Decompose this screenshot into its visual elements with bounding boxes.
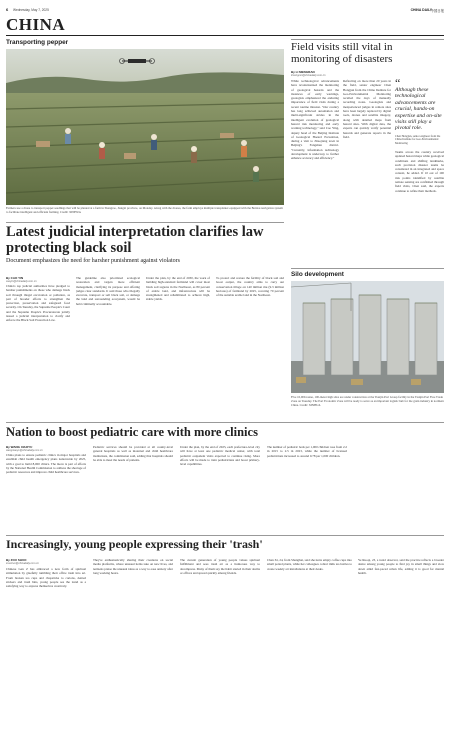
judicial-deck: Document emphasizes the need for harsher punishment against violators [6,258,180,264]
pediatric-body-col-2: Pediatric services should be provided at all county-level general hospitals as well as maternal and child healthcare institutions, the commission said, adding that hospitals should be able to meet the needs of patients. [93,445,173,462]
pediatric-top-rule [6,422,444,423]
tea-body-col-3: The current generation of young people values spiritual fulfillment and sees trash art as a humorous way to decompress. Many of them say the habit started in their dorms or offices and spread quickly among friends. [180,558,260,575]
tea-body-col-1: Chinese Gen Z has embraced a new form of spiritual stimulation by gleefully tumbling their office trash into art. From broken tea cups and chopsticks to cartons, dented stickers and trash bins, young people see the trend as a satisfying way to express themselves creatively. [6,567,86,589]
judicial-byline-email: caoyin@chinadaily.com.cn [6,280,37,283]
pediatric-byline [6,445,86,452]
silo-photo [291,281,444,393]
pediatric-body-col-4: The number of pediatric beds per 1,000 children rose from 2.2 in 2015 to 2.5 in 2023, while the number of licensed pediatricians increased to around 0.78 per 1,000 children. [267,445,347,458]
judicial-body-col-3: Under the plan, by the end of 2030, the work of building high-standard farmland will cover most black soil regions in the Northeast, as 80 percent of arable land, and infrastructure will be strengthened and rehabilitated to achieve high, stable yields. [146,276,210,302]
page-header [6,6,444,14]
judicial-body-col-1: China's top judicial authorities have pledged to harsher punishments on those who damage black soil through illegal excavation or pollution, as part of broader efforts to strengthen the protection, preservation and safeguard food security. On Tuesday, the Supreme People's Court and the Supreme People's Procuratorate jointly issued a judicial interpretation to clarify and enforce the Black Soil Protection Law. [6,284,70,323]
pediatric-byline-email: wangxiaoyu@chinadaily.com.cn [6,449,43,452]
silo-title: Silo development [291,271,344,278]
tea-body-col-4: Chen Xi, 24, from Shanghai, said she turns empty coffee cups into small potted plants, while her colleagues collect milk tea bottles to create weekly art installations at their desks. [267,558,352,571]
field-quote-text: Although these technological advancements are crucial, hands-on expertise and on-site visits still play a pivotal role. [395,87,442,132]
field-body-col-1: While technological advancements have revolutionized the monitoring of geological hazards and the instances of early warnings, geologists emphasized the enduring importance of field visits during a recent routine mission. "Our country has long achieved automation and multi-significant strides in the intelligent evolution of geological hazard risk monitoring and early warning technology," said Cao Ying, deputy head of the Beijing Institute of Geological Hazard Prevention, during a visit to Zhaojiang town in Beijing's Fangshan district. "Currently, information technology development is underway to further enhance accuracy and efficiency." [291,79,339,161]
silo-caption: Five 10,000-tonne, 100-meter high silos are under construction at the Tianjin Port Group facility in the Tianjin Port Free Trade Zone on Tuesday. The Port Economic Zone will be ready to serve as an important logistic hub for the grain industry in northern China. Credit: XINHUA [291,395,444,407]
drone-photo-caption: Farmers use a drone to transport pepper seedlings that will be planted at a farm in Shangrao, Jiangxi province, on Monday. Along with the drones, the farm employs multiple transplanter equipped with the Beidou navigation system to facilitate intelligent and efficient farming. Credit: XINHUA [6,206,283,214]
tea-headline: Increasingly, young people expressing their 'trash' [6,537,263,551]
tea-body-col-2: They're enthusiastically sharing their creations on social media platforms, where unusual items take on new lives, and netizens praise the unusual ideas as a way to ease anxiety after long working hours. [93,558,173,575]
field-byline [291,70,444,77]
page-date: Wednesday, May 7, 2025 [13,8,49,12]
section-title: CHINA [6,15,66,34]
field-byline-email: limengran@chinadaily.com.cn [291,74,326,77]
transport-kicker: Transporting pepper [6,39,69,46]
judicial-body-col-4: To protect and restore the fertility of black soil and boost output, the country aims to carry out conservation tillage on 140 million mu (9.3 million hectares) of farmland by 2025, covering 70 percent of the suitable arable land in the Northeast. [216,276,284,298]
drone-field-photo [6,49,284,205]
pediatric-headline: Nation to boost pediatric care with more clinics [6,425,258,439]
field-pull-quote [395,76,444,146]
pediatric-byline-name: By WANG XIAOYU [6,445,33,449]
paper-name-cn: 中国日报 [430,8,444,13]
quote-mark-icon: “ [395,76,401,90]
pediatric-body-col-3: Under the plan, by the end of 2025, each prefecture-level city will have at least one pediatric medical center, with total pediatric outpatient visits expected to continue rising. More efforts will be made to train pediatricians and boost primary-level capabilities. [180,445,260,467]
judicial-byline [6,276,66,283]
section-rule [6,35,444,36]
silo-top-rule [291,268,444,269]
judicial-headline: Latest judicial interpretation clarifies law protecting black soil [6,224,264,256]
judicial-body-col-2: The guideline also prioritized ecological restoration and targets more efficient management, clarifying its purpose and offering judges clear standards. It said those who illegally excavate, transport or sell black soil, or damage the land and surrounding ecosystem, would be held criminally accountable. [76,276,140,306]
tea-top-rule [6,535,444,536]
tea-body-col-5: Ye Ruoqi, 23, a trend observer, said the practice reflects a broader desire among young people to find joy in small things and slow down amid fast-paced urban life, adding it is good for mental health. [358,558,444,575]
tea-byline-email: zoushuo@chinadaily.com.cn [6,562,39,565]
field-top-rule [291,39,444,40]
judicial-byline-name: By CAO YIN [6,276,24,280]
page-number: 6 [6,7,9,12]
field-headline: Field visits still vital in monitoring of disasters [291,41,393,66]
field-quote-attribution: Chen Hongjun, senior engineer from the China Institute for Geo-Environmental Monitoring [395,134,441,146]
paper-name: CHINA DAILY [410,7,432,12]
judicial-top-rule [6,222,284,223]
field-body-col-2: Reflecting on more than 20 years in the field, senior engineer Chen Hongjun from the China Institute for Geo-Environmental Monitoring recalled the days of manually recording notes. Geologists and inexperienced judges in remote sites have been largely replaced by digital tools, drones and satellite imagery, along with detailed maps from hazard sites. With digital data, the experts can quickly verify potential hazards and generate reports in the field. [343,79,391,139]
field-body-col-3: Teams across the country received updated hazard maps while geological conditions and shifting landmarks, such precision disaster teams be considered in an integrated and space context, he added. If 10 out of 100 risk points identified by satellite remote sensing are confirmed through field visits, Chen said, the experts continue to refine their methods. [395,150,444,193]
pediatric-body-col-1: China plans to ensure pediatric clinics in major hospitals and establish child health emergency plans nationwide by 2025, with a goal to build 8,000 clinics. The move is part of efforts by the National Health Commission to address the shortage of pediatric resources and improve child healthcare services. [6,453,86,475]
tea-byline-name: By ZOU SHUO [6,558,27,562]
tea-byline [6,558,86,565]
field-byline-name: By LI MENGRAN [291,70,315,74]
